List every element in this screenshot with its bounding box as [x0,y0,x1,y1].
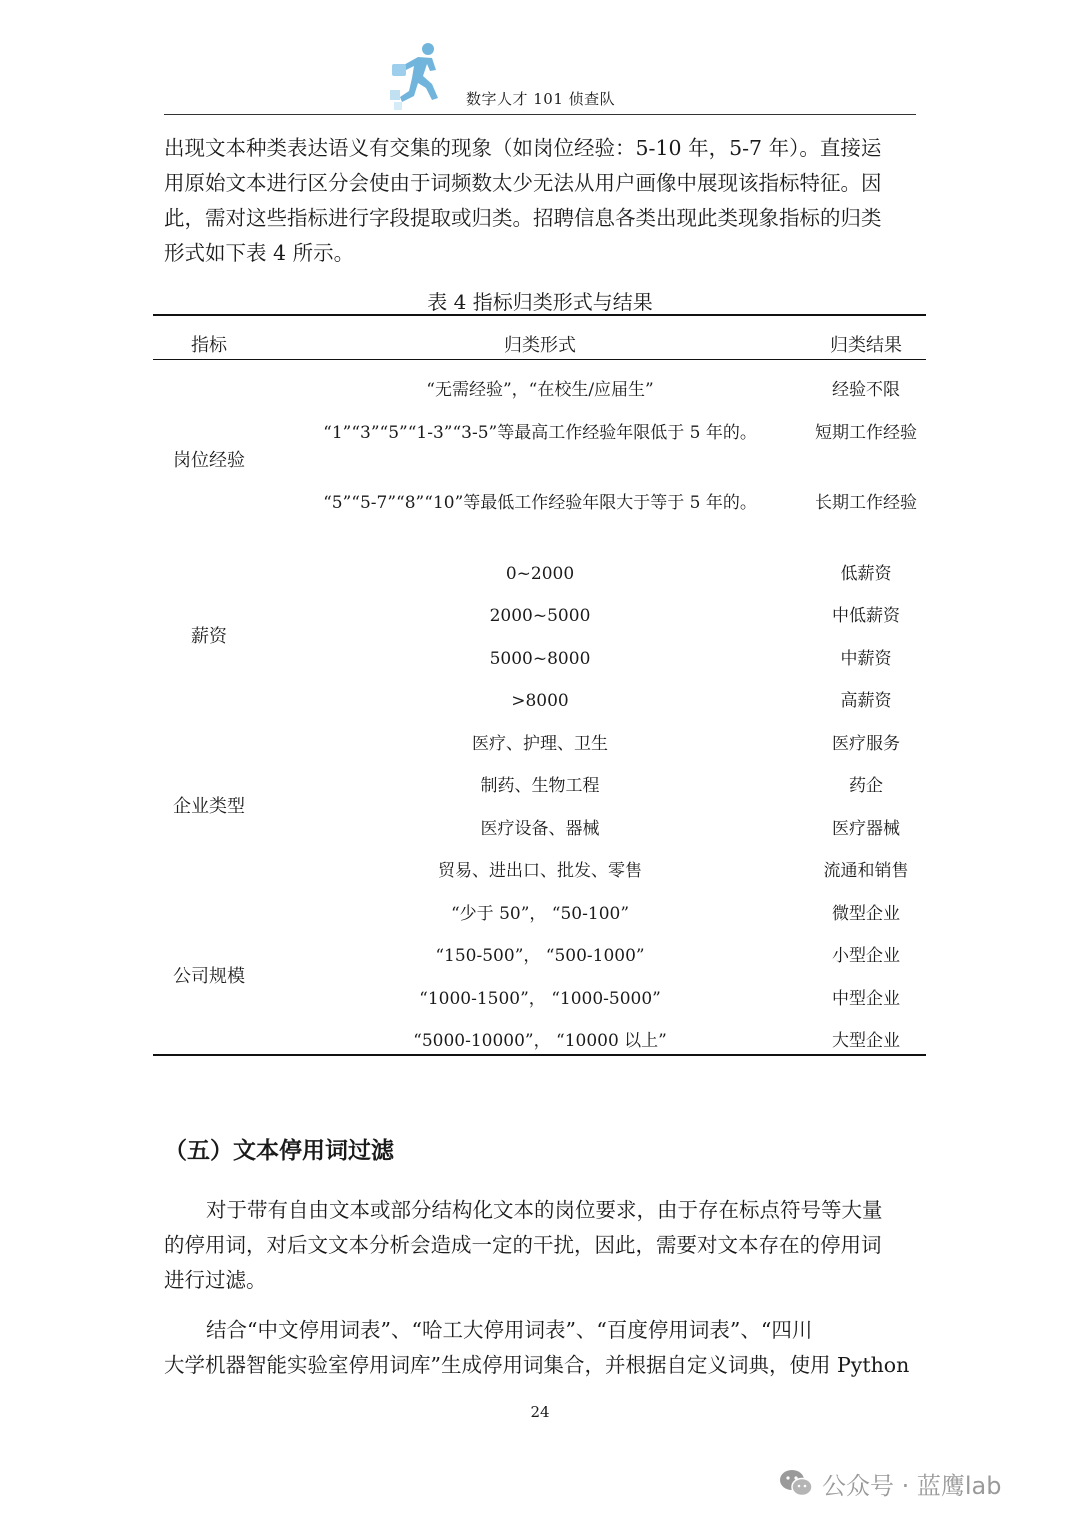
section-paragraph-1 [164,1193,916,1298]
paragraph-line: 进行过滤。 [164,1268,267,1292]
table-cell-result: 医疗器械 [832,819,900,839]
runner-logo [388,40,446,114]
table-cell-form: “5”“5-7”“8”“10”等最低工作经验年限大于等于 5 年的。 [323,493,757,513]
table-cell-result: 低薪资 [840,564,892,584]
paragraph-line: 结合“中文停用词表”、“哈工大停用词表”、“百度停用词表”、“四川 [206,1318,813,1342]
watermark-text: 公众号 · 蓝鹰lab [822,1472,1002,1500]
intro-paragraph [164,131,916,271]
table-cell-form: “5000-10000”， “10000 以上” [413,1031,667,1051]
intro-line: 用原始文本进行区分会使由于词频数太少无法从用户画像中展现该指标特征。因 [164,171,882,195]
column-header-form: 归类形式 [504,335,576,356]
table-cell-form: 2000~5000 [489,606,591,626]
intro-line: 此，需对这些指标进行字段提取或归类。招聘信息各类出现此类现象指标的归类 [164,206,882,230]
table-cell-form: 贸易、进出口、批发、零售 [438,861,642,881]
table-cell-form: “少于 50”， “50-100” [450,904,630,924]
table-cell-form: 医疗、护理、卫生 [472,734,608,754]
category-company-size: 公司规模 [173,966,245,987]
table-cell-form: >8000 [511,691,569,711]
table-cell-result: 小型企业 [832,946,900,966]
table-cell-result: 微型企业 [832,904,900,924]
page-number: 24 [530,1403,550,1421]
table-cell-form: 5000~8000 [489,649,591,669]
intro-line: 出现文本种类表达语义有交集的现象（如岗位经验：5-10 年，5-7 年）。直接运 [164,136,882,160]
section-paragraph-2 [164,1313,916,1383]
table-cell-form: “无需经验”，“在校生/应届生” [426,380,654,400]
table-cell-result: 医疗服务 [832,734,900,754]
table-cell-form: “1000-1500”， “1000-5000” [419,989,661,1009]
category-company-type: 企业类型 [173,796,245,817]
column-header-indicator: 指标 [191,335,227,356]
paragraph-line: 对于带有自由文本或部分结构化文本的岗位要求，由于存在标点符号等大量 [206,1198,883,1222]
table-cell-result: 长期工作经验 [815,493,917,513]
category-salary: 薪资 [191,626,227,647]
table-cell-result: 流通和销售 [823,861,909,881]
table-cell-result: 大型企业 [832,1031,900,1051]
section-title: （五）文本停用词过滤 [164,1138,394,1164]
table-cell-result: 药企 [849,776,883,796]
table-cell-result: 短期工作经验 [815,423,917,443]
table-cell-result: 中型企业 [832,989,900,1009]
paragraph-line: 大学机器智能实验室停用词库”生成停用词集合，并根据自定义词典，使用 Python [164,1353,910,1377]
table-cell-form: 0~2000 [505,564,575,584]
table-cell-result: 高薪资 [840,691,892,711]
header-title: 数字人才 101 侦查队 [466,90,616,108]
intro-line: 形式如下表 4 所示。 [164,241,355,265]
table-cell-result: 中低薪资 [832,606,900,626]
wechat-icon [778,1467,814,1499]
column-header-result: 归类结果 [830,335,902,356]
table-cell-form: “150-500”， “500-1000” [435,946,645,966]
paragraph-line: 的停用词，对后文文本分析会造成一定的干扰，因此，需要对文本存在的停用词 [164,1233,882,1257]
header-divider [164,114,916,115]
table-cell-form: “1”“3”“5”“1-3”“3-5”等最高工作经验年限低于 5 年的。 [323,423,757,443]
table-caption: 表 4 指标归类形式与结果 [427,290,653,314]
table-cell-result: 中薪资 [840,649,892,669]
table-cell-form: 制药、生物工程 [480,776,600,796]
table-top-rule [153,314,926,316]
table-cell-form: 医疗设备、器械 [480,819,600,839]
category-experience: 岗位经验 [173,450,245,471]
table-cell-result: 经验不限 [832,380,900,400]
